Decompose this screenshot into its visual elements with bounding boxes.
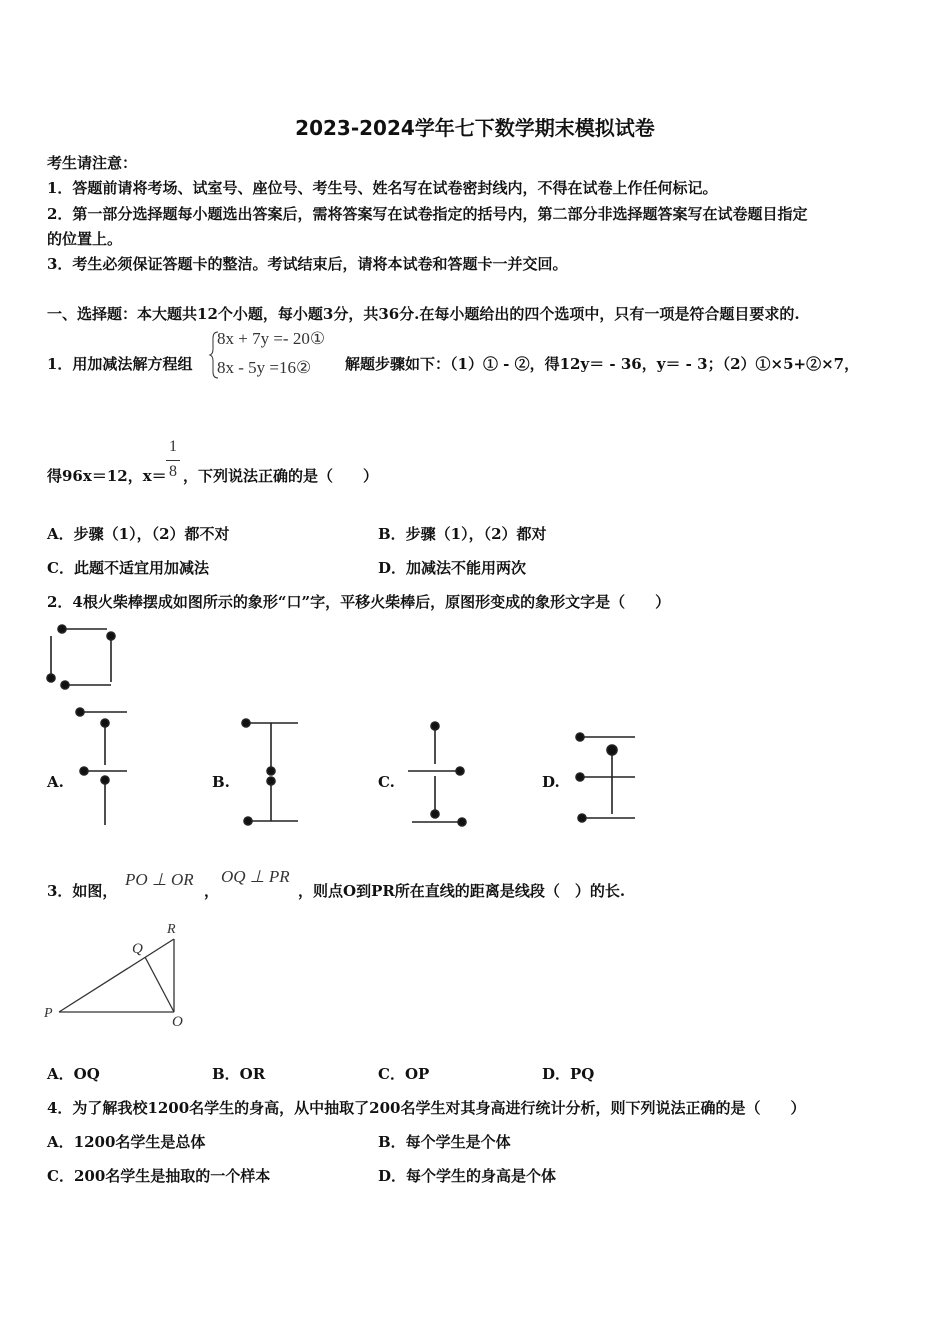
q3-comma: ， [204, 882, 220, 900]
matchstick-figure-original [45, 622, 120, 692]
q4-text: 4．为了解我校1200名学生的身高，从中抽取了200名学生对其身高进行统计分析，则下列说法正确的是（ ） [47, 1099, 806, 1117]
q1-option-d: D．加减法不能用两次 [378, 559, 527, 577]
q3-condition-2: OQ ⊥ PR [221, 867, 290, 886]
q1-equation-1: 8x + 7y =- 20① [217, 329, 326, 348]
q2-label-b: B. [212, 773, 230, 791]
fraction-numerator: 1 [169, 438, 177, 455]
point-o-label: O [172, 1014, 183, 1030]
q4-option-c: C．200名学生是抽取的一个样本 [47, 1167, 271, 1185]
q3-option-c: C．OP [378, 1065, 430, 1083]
q1-line2-end: ，下列说法正确的是（ ） [183, 467, 379, 485]
fraction-denominator: 8 [169, 463, 177, 480]
point-r-label: R [167, 922, 176, 937]
q4-option-b: B．每个学生是个体 [378, 1133, 511, 1151]
fraction-bar [166, 460, 180, 461]
q1-steps: 解题步骤如下：（1）① - ②，得12y＝ - 36，y＝ - 3；（2）①×5+②×7， [345, 355, 860, 373]
notice-item: 1．答题前请将考场、试室号、座位号、考生号、姓名写在试卷密封线内，不得在试卷上作任何标记。 [47, 179, 718, 197]
q4-option-a: A．1200名学生是总体 [47, 1133, 206, 1151]
q1-prefix: 1．用加减法解方程组 [47, 355, 193, 373]
q1-option-b: B．步骤（1），（2）都对 [378, 525, 547, 543]
matchstick-option-a [72, 705, 132, 830]
q2-label-a: A. [47, 773, 64, 791]
q2-label-c: C. [378, 773, 395, 791]
point-q-label: Q [132, 941, 143, 957]
section-heading: 一、选择题：本大题共12个小题，每小题3分，共36分.在每小题给出的四个选项中，只有一项是符合题目要求的. [47, 305, 800, 323]
notice-item: 的位置上。 [47, 230, 123, 248]
point-p-label: P [44, 1006, 53, 1021]
q3-prefix: 3．如图， [47, 882, 118, 900]
q3-option-a: A．OQ [47, 1065, 100, 1083]
q1-option-c: C．此题不适宜用加减法 [47, 559, 209, 577]
matchstick-option-c [402, 718, 474, 830]
q3-option-b: B．OR [212, 1065, 266, 1083]
notice-heading: 考生请注意： [47, 154, 138, 172]
q2-label-d: D. [542, 773, 560, 791]
matchstick-option-d [572, 728, 642, 828]
q3-suffix: ，则点O到PR所在直线的距离是线段（ ）的长. [298, 882, 626, 900]
q4-option-d: D．每个学生的身高是个体 [378, 1167, 557, 1185]
q1-line2: 得96x＝12，x＝ [47, 467, 167, 485]
page-title: 2023-2024学年七下数学期末模拟试卷 [295, 116, 655, 140]
q1-option-a: A．步骤（1），（2）都不对 [47, 525, 230, 543]
q3-condition-1: PO ⊥ OR [125, 870, 194, 889]
matchstick-option-b [238, 715, 303, 830]
notice-item: 3．考生必须保证答题卡的整洁。考试结束后，请将本试卷和答题卡一并交回。 [47, 255, 568, 273]
q2-text: 2．4根火柴棒摆成如图所示的象形“口”字，平移火柴棒后，原图形变成的象形文字是（ ） [47, 593, 671, 611]
notice-item: 2．第一部分选择题每小题选出答案后，需将答案写在试卷指定的括号内，第二部分非选择题答案写在试卷题目指定 [47, 205, 808, 223]
q3-option-d: D．PQ [542, 1065, 595, 1083]
q1-equation-2: 8x - 5y =16② [217, 358, 312, 377]
